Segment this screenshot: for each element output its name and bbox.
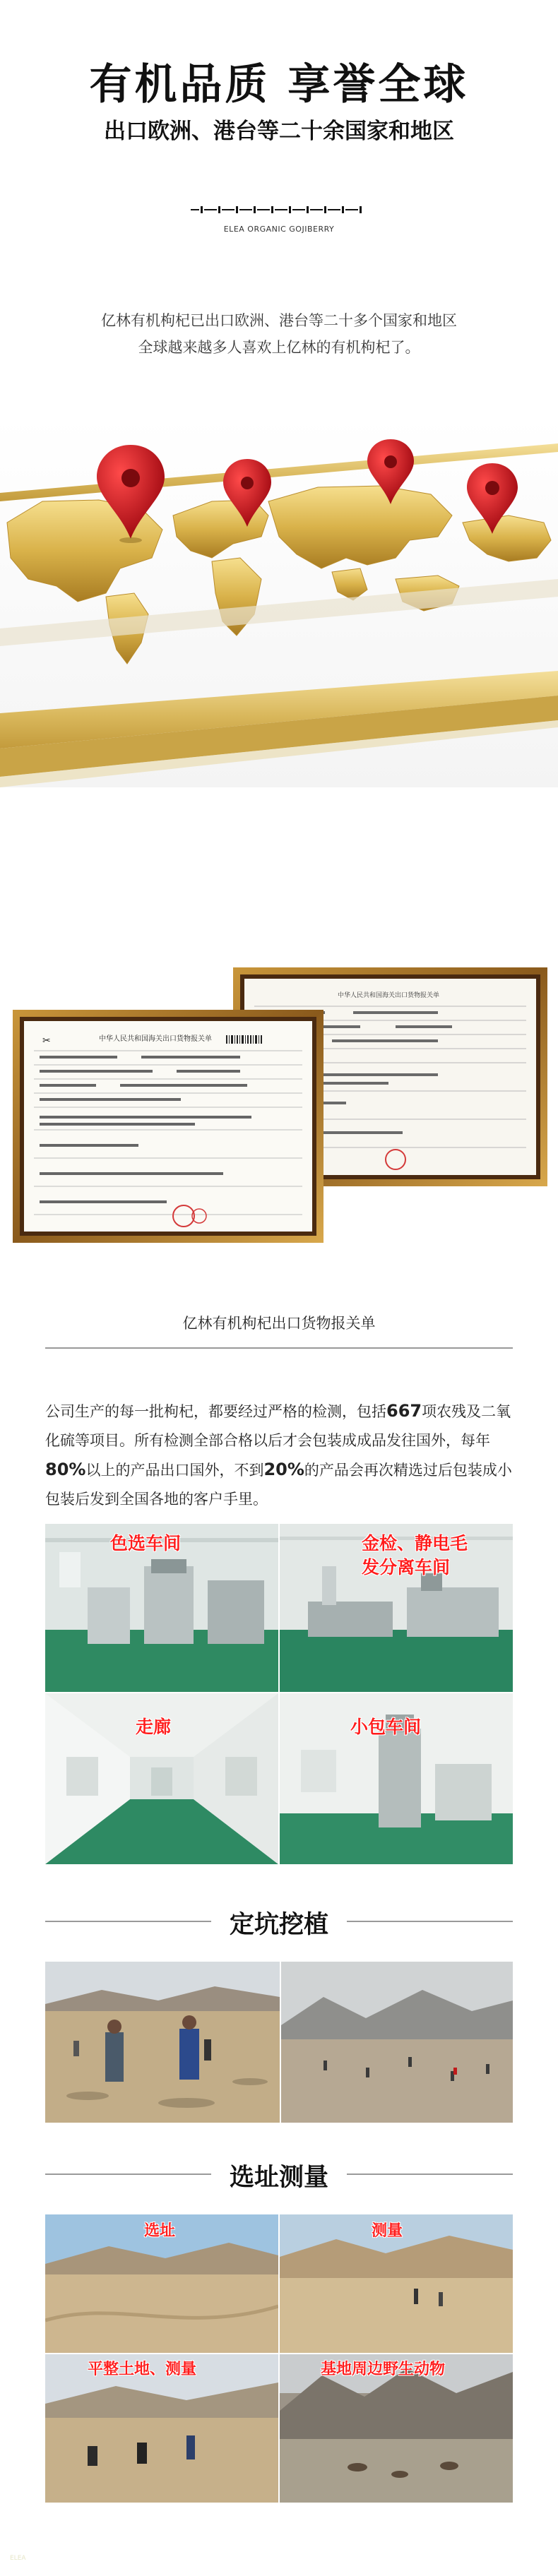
planting-rule-left	[45, 1921, 211, 1922]
photo-corridor	[45, 1693, 278, 1864]
intro-line-1: 亿林有机枸杞已出口欧洲、港台等二十多个国家和地区	[101, 312, 457, 329]
domestic-percent: 20%	[263, 1460, 304, 1479]
site-rule-right	[347, 2174, 513, 2175]
footer-watermark: ELEA	[10, 2555, 26, 2562]
intro-line-2: 全球越来越多人喜欢上亿林的有机枸杞了。	[138, 339, 420, 356]
pesticide-count: 667	[386, 1401, 422, 1421]
svg-text:✂: ✂	[42, 1035, 51, 1046]
photo-color-sorting-workshop	[45, 1524, 278, 1692]
label-wildlife: 基地周边野生动物	[321, 2361, 446, 2378]
label-metal-detection-line1: 金检、静电毛	[362, 1533, 468, 1554]
page-subtitle: 出口欧洲、港台等二十余国家和地区	[104, 119, 454, 144]
paragraph-part-2: 项农残及二氧化硫等项目。所有检测全部合格以后才会包装成成品发往国外，每年	[45, 1403, 511, 1449]
site-rule-left	[45, 2174, 211, 2175]
page-title: 有机品质 享誉全球	[89, 60, 469, 109]
quality-testing-paragraph	[45, 1397, 513, 1514]
cert-front-header: 中华人民共和国海关出口货物报关单	[99, 1035, 212, 1043]
label-small-packaging: 小包车间	[350, 1717, 422, 1737]
site-section-title: 选址测量	[229, 2164, 328, 2192]
decorative-divider	[191, 203, 367, 216]
brand-caption: ELEA ORGANIC GOJIBERRY	[223, 225, 335, 234]
photo-land-leveling	[45, 2354, 278, 2503]
paragraph-part-4: 的产品会再次精选过后包装成小包装后发到全国各地的客户手里。	[45, 1462, 512, 1508]
label-corridor: 走廊	[136, 1717, 172, 1737]
certificate-caption: 亿林有机枸杞出口货物报关单	[182, 1315, 376, 1332]
photo-site-selection	[45, 2214, 278, 2353]
photo-metal-detection-workshop	[280, 1524, 513, 1692]
photo-small-packaging-workshop	[280, 1693, 513, 1864]
label-measurement: 测量	[372, 2222, 403, 2240]
paragraph-part-3: 以上的产品出口国外，不到	[85, 1462, 264, 1479]
export-percent: 80%	[45, 1460, 86, 1479]
planting-rule-right	[347, 1921, 513, 1922]
paragraph-part-1: 公司生产的每一批枸杞，都要经过严格的检测，包括	[45, 1403, 386, 1420]
photo-wildlife	[280, 2354, 513, 2503]
label-land-leveling: 平整土地、测量	[88, 2361, 197, 2378]
cert-back-header: 中华人民共和国海关出口货物报关单	[337, 992, 440, 999]
customs-declaration-certificates	[0, 967, 558, 1264]
planting-section-title: 定坑挖植	[229, 1911, 328, 1939]
photo-planting-field	[281, 1962, 513, 2123]
world-map-illustration	[0, 417, 558, 897]
certificate-front	[13, 1010, 323, 1243]
photo-planting-workers	[45, 1962, 280, 2123]
photo-measurement	[280, 2214, 513, 2353]
label-site-selection: 选址	[144, 2222, 176, 2240]
label-metal-detection-line2: 发分离车间	[362, 1557, 451, 1578]
label-color-sorting: 色选车间	[110, 1533, 182, 1554]
caption-divider	[45, 1347, 513, 1349]
